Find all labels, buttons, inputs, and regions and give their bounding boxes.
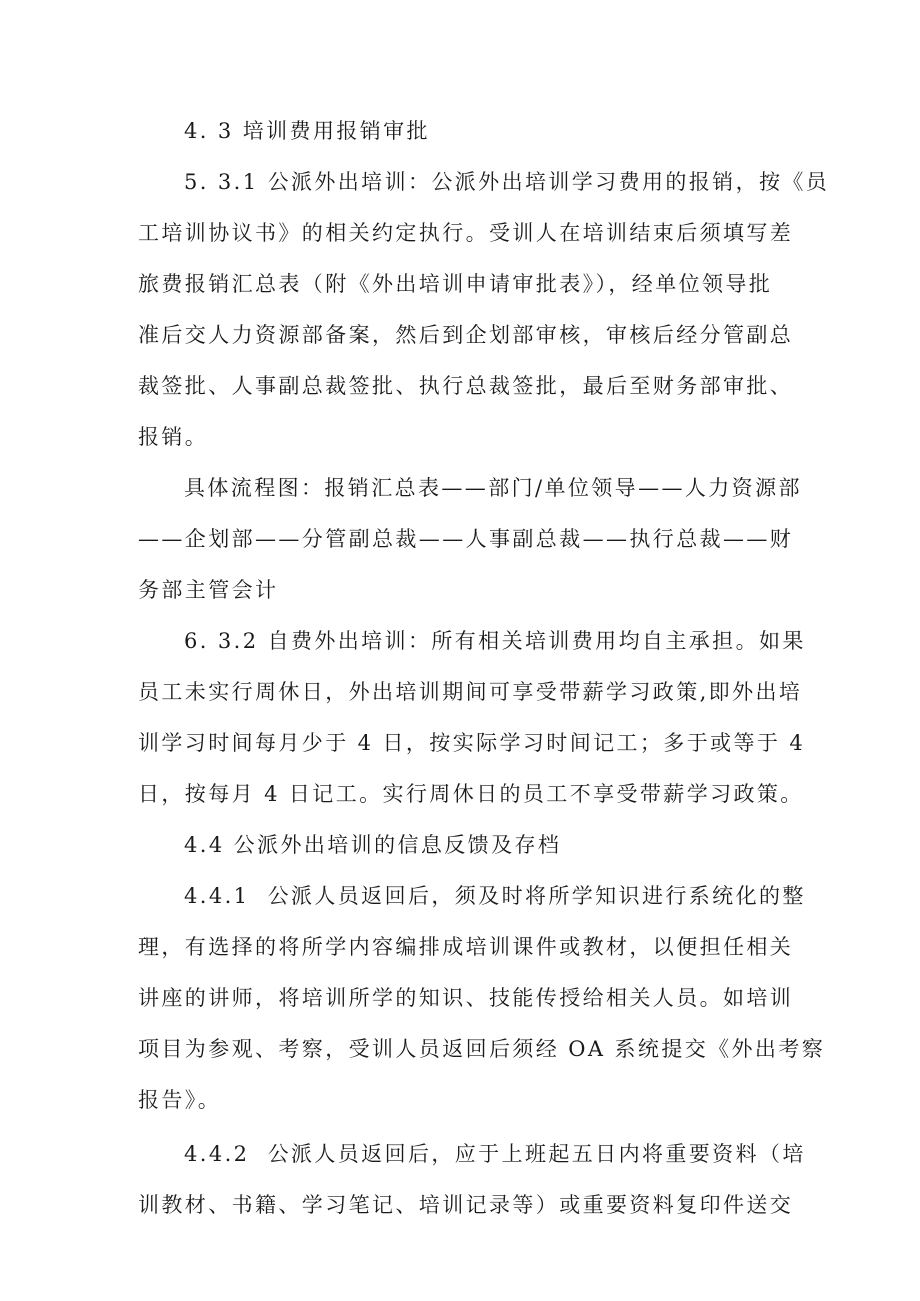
- paragraph-line: 裁签批、人事副总裁签批、执行总裁签批，最后至财务部审批、: [138, 374, 794, 398]
- paragraph-line: 4.4.2 公派人员返回后，应于上班起五日内将重要资料（培: [184, 1142, 806, 1166]
- section-6-3-2: [138, 616, 806, 820]
- paragraph-line: 日，按每月 4 日记工。实行周休日的员工不享受带薪学习政策。: [138, 782, 804, 806]
- document-body: [138, 106, 830, 1231]
- paragraph-line: 具体流程图：报销汇总表——部门/单位领导——人力资源部: [184, 476, 802, 500]
- paragraph-line: 报销。: [138, 425, 209, 449]
- paragraph-line: 理，有选择的将所学内容编排成培训课件或教材，以便担任相关: [138, 935, 794, 959]
- paragraph-line: 6. 3.2 自费外出培训：所有相关培训费用均自主承担。如果: [184, 629, 806, 653]
- paragraph-line: 讲座的讲师，将培训所学的知识、技能传授给相关人员。如培训: [138, 986, 794, 1010]
- section-4-4-2: [138, 1129, 806, 1231]
- section-5-3-1: [138, 157, 830, 463]
- paragraph-line: 工培训协议书》的相关约定执行。受训人在培训结束后须填写差: [138, 221, 794, 245]
- paragraph-line: 训教材、书籍、学习笔记、培训记录等）或重要资料复印件送交: [138, 1193, 794, 1217]
- paragraph-line: 4.4.1 公派人员返回后，须及时将所学知识进行系统化的整: [184, 884, 806, 908]
- heading-line: 4. 3 培训费用报销审批: [184, 119, 430, 143]
- section-4-4-1: [138, 871, 826, 1126]
- paragraph-line: 旅费报销汇总表（附《外出培训申请审批表》），经单位领导批: [138, 272, 773, 296]
- section-4-4-heading: [138, 820, 798, 871]
- paragraph-line: 准后交人力资源部备案，然后到企划部审核，审核后经分管副总: [138, 323, 794, 347]
- paragraph-line: 5. 3.1 公派外出培训：公派外出培训学习费用的报销，按《员: [184, 170, 830, 194]
- flowchart-description: [138, 463, 802, 616]
- paragraph-line: 员工未实行周休日，外出培训期间可享受带薪学习政策,即外出培: [138, 680, 803, 704]
- paragraph-line: 项目为参观、考察，受训人员返回后须经 OA 系统提交《外出考察: [138, 1037, 826, 1061]
- section-4-3-heading: [138, 106, 798, 157]
- paragraph-line: 报告》。: [138, 1088, 222, 1112]
- paragraph-line: ——企划部——分管副总裁——人事副总裁——执行总裁——财: [138, 527, 794, 551]
- paragraph-line: 务部主管会计: [138, 578, 279, 602]
- paragraph-line: 训学习时间每月少于 4 日，按实际学习时间记工；多于或等于 4: [138, 731, 806, 755]
- heading-line: 4.4 公派外出培训的信息反馈及存档: [184, 833, 562, 857]
